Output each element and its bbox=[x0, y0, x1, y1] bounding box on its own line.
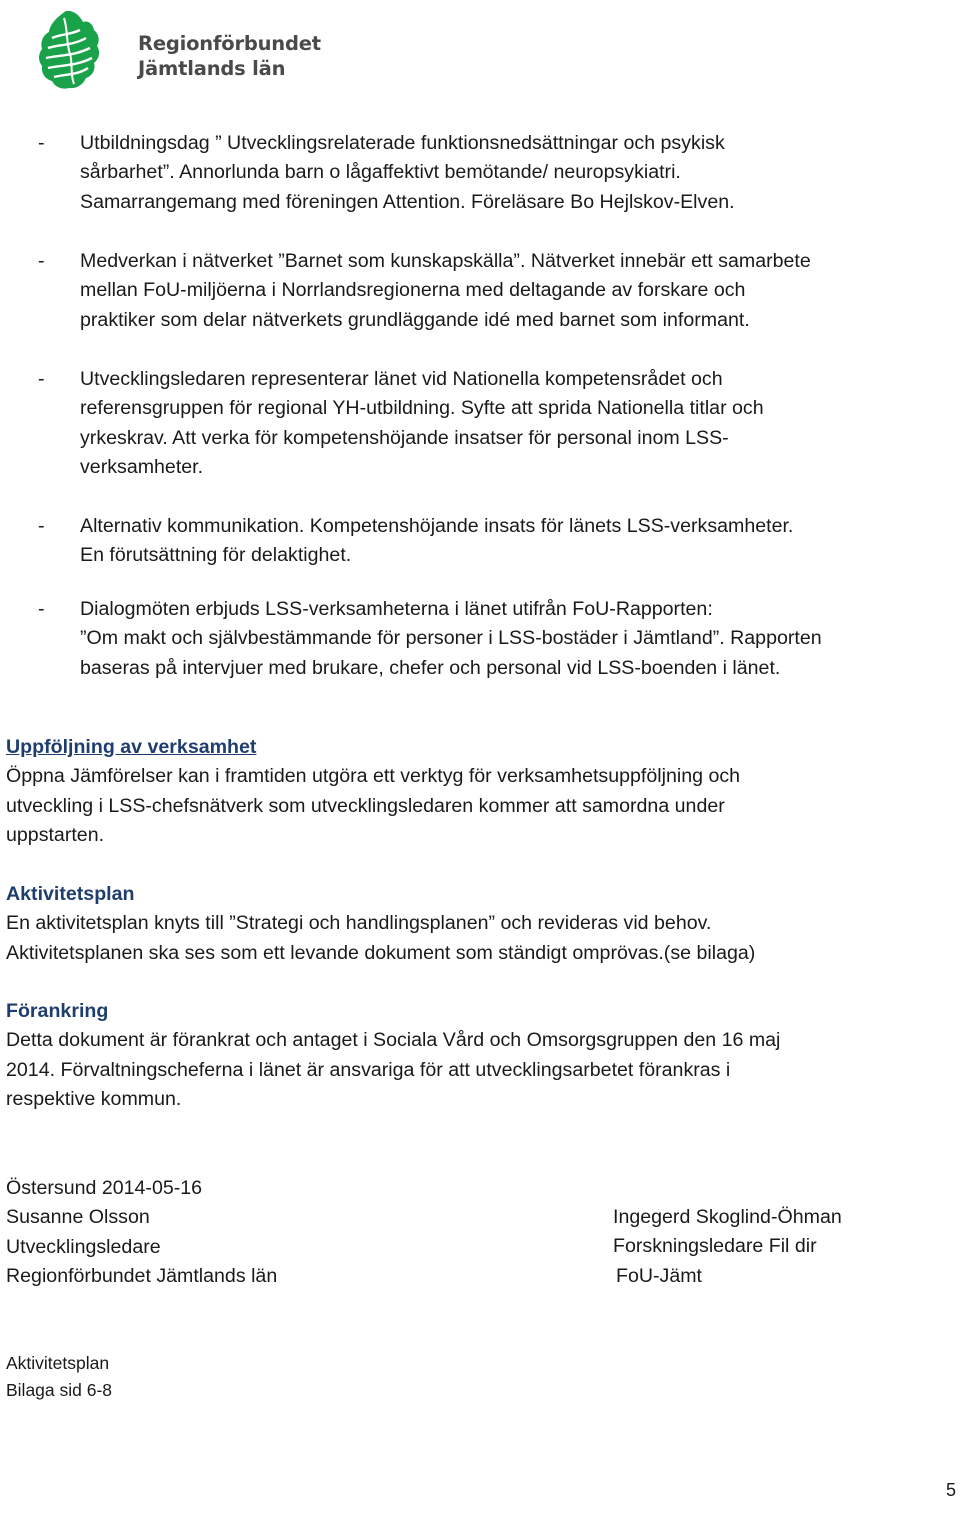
logo-title-line2: Jämtlands län bbox=[138, 57, 286, 80]
section-heading: Aktivitetsplan bbox=[6, 883, 135, 905]
section-heading: Uppföljning av verksamhet bbox=[6, 736, 257, 758]
organization-logo bbox=[36, 8, 321, 92]
bullet-line: Utbildningsdag ” Utvecklingsrelaterade funktionsnedsättningar och psykisk bbox=[80, 132, 725, 154]
page-number: 5 bbox=[946, 1480, 957, 1500]
bullet-line: yrkeskrav. Att verka för kompetenshöjande insatser för personal inom LSS- bbox=[80, 426, 729, 449]
bullet-line: Utvecklingsledaren representerar länet vid Nationella kompetensrådet och bbox=[80, 368, 723, 390]
bullet-line: Dialogmöten erbjuds LSS-verksamheterna i länet utifrån FoU-Rapporten: bbox=[80, 598, 713, 620]
attachment-title: Aktivitetsplan bbox=[6, 1353, 110, 1373]
section-line: respektive kommun. bbox=[6, 1088, 182, 1111]
bullet-line: praktiker som delar nätverkets grundläggande idé med barnet som informant. bbox=[80, 308, 750, 331]
bullet-dash: - bbox=[38, 250, 45, 272]
section-line: En aktivitetsplan knyts till ”Strategi och handlingsplanen” och revideras vid behov. bbox=[6, 912, 712, 935]
bullet-line: Samarrangemang med föreningen Attention. Föreläsare Bo Hejlskov-Elven. bbox=[80, 190, 735, 213]
section-line: Detta dokument är förankrat och antaget i Sociala Vård och Omsorgsgruppen den 16 maj bbox=[6, 1029, 781, 1052]
section-uppfoljning bbox=[6, 733, 944, 851]
bullet-line: ”Om makt och självbestämmande för personer i LSS-bostäder i Jämtland”. Rapporten bbox=[80, 627, 822, 650]
place-date: Östersund 2014-05-16 bbox=[6, 1177, 203, 1199]
bullet-line: baseras på intervjuer med brukare, chefer och personal vid LSS-boenden i länet. bbox=[80, 656, 781, 679]
section-heading: Förankring bbox=[6, 1000, 109, 1022]
bullet-line: referensgruppen för regional YH-utbildning. Syfte att sprida Nationella titlar och bbox=[80, 397, 764, 420]
logo-title-line1: Regionförbundet bbox=[138, 32, 321, 55]
section-line: utveckling i LSS-chefsnätverk som utvecklingsledaren kommer att samordna under bbox=[6, 794, 725, 817]
signer-title: Utvecklingsledare bbox=[6, 1235, 161, 1258]
attachment-note bbox=[6, 1350, 112, 1404]
bullet-line: verksamheter. bbox=[80, 455, 204, 478]
bullet-dash: - bbox=[38, 132, 45, 154]
bullet-line: mellan FoU-miljöerna i Norrlandsregionerna med deltagande av forskare och bbox=[80, 279, 746, 302]
bullet-line: Medverkan i nätverket ”Barnet som kunskapskälla”. Nätverket innebär ett samarbete bbox=[80, 250, 811, 272]
attachment-pages: Bilaga sid 6-8 bbox=[6, 1380, 113, 1400]
section-forankring bbox=[6, 997, 944, 1115]
bullet-dash: - bbox=[38, 368, 45, 390]
bullet-line: Alternativ kommunikation. Kompetenshöjande insats för länets LSS-verksamheter. bbox=[80, 515, 794, 537]
signer-name: Ingegerd Skoglind-Öhman bbox=[613, 1206, 842, 1228]
bullet-dash: - bbox=[38, 515, 45, 537]
bullet-line: En förutsättning för delaktighet. bbox=[80, 544, 352, 567]
section-line: 2014. Förvaltningscheferna i länet är ansvariga för att utvecklingsarbetet förankras i bbox=[6, 1058, 731, 1081]
section-line: Öppna Jämförelser kan i framtiden utgöra ett verktyg för verksamhetsuppföljning och bbox=[6, 765, 741, 788]
bullet-dash: - bbox=[38, 598, 45, 620]
section-line: Aktivitetsplanen ska ses som ett levande dokument som ständigt omprövas.(se bilaga) bbox=[6, 941, 756, 964]
region-map-logo-icon bbox=[36, 8, 106, 92]
signer-org: FoU-Jämt bbox=[616, 1264, 703, 1287]
signature-left bbox=[6, 1174, 277, 1292]
signer-org: Regionförbundet Jämtlands län bbox=[6, 1265, 278, 1288]
bullet-line: sårbarhet”. Annorlunda barn o lågaffektivt bemötande/ neuropsykiatri. bbox=[80, 161, 681, 184]
section-line: uppstarten. bbox=[6, 824, 105, 847]
section-aktivitetsplan bbox=[6, 880, 944, 968]
signer-title: Forskningsledare Fil dir bbox=[613, 1235, 817, 1258]
signer-name: Susanne Olsson bbox=[6, 1206, 150, 1229]
signature-right bbox=[613, 1203, 842, 1291]
